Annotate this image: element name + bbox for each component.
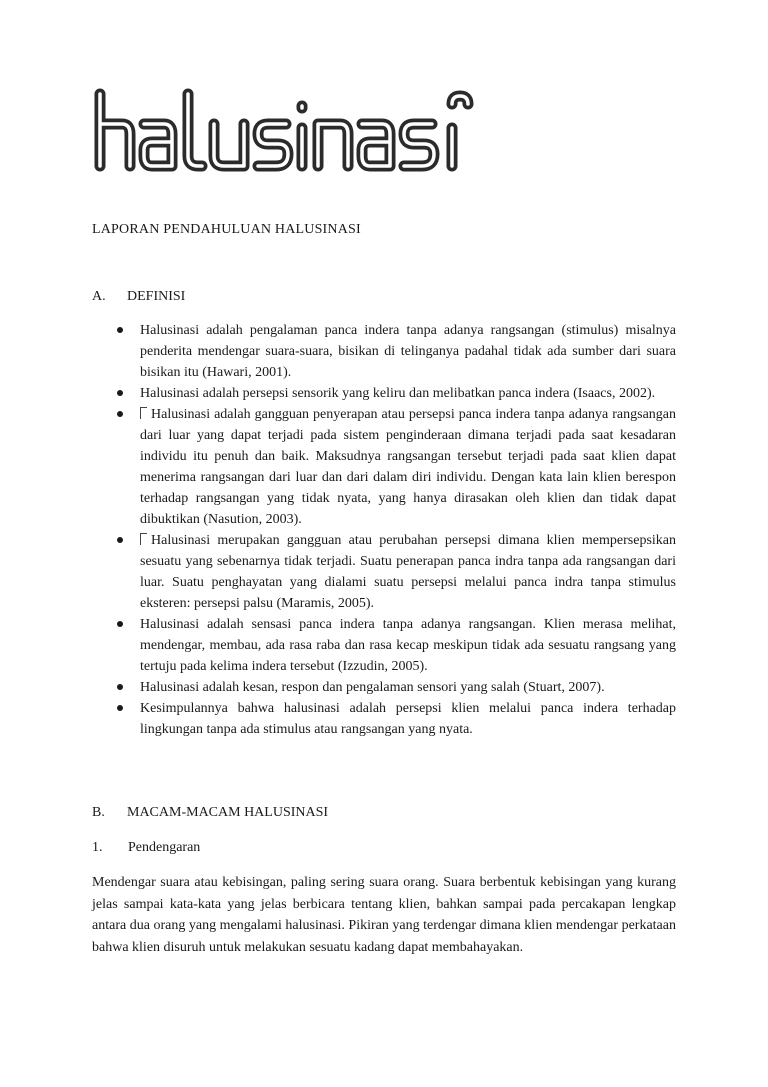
section-a-number: A. [92,289,106,304]
list-item-text: Halusinasi adalah sensasi panca indera tanpa adanya rangsangan. Klien merasa melihat, mendengar, membau, ada rasa raba dan rasa kecap meskipun tidak ada sesuatu rangsang yang tertuju pada kelima indera tersebut (Izzudin, 2005). [140,617,676,674]
list-item-text: Kesimpulannya bahwa halusinasi adalah persepsi klien melalui panca indera terhadap lingkungan tanpa ada stimulus atau rangsangan yang nyata. [140,701,676,737]
pendengaran-paragraph: Mendengar suara atau kebisingan, paling sering suara orang. Suara berbentuk kebisingan yang kurang jelas sampai kata-kata yang jelas berbicara tentang klien, bahkan sampai pada percakapan lengkap antara dua orang yang mengalami halusinasi. Pikiran yang terdengar dimana klien mendengar perkataan bahwa klien disuruh untuk melakukan sesuatu kadang dapat membahayakan. [92,875,676,955]
list-item [140,404,676,530]
missing-glyph-icon [140,533,147,545]
list-item [140,698,676,740]
list-item [140,677,676,698]
list-item [140,320,676,383]
list-item [140,614,676,677]
halusinasi-logo [92,88,484,172]
section-b-title: MACAM-MACAM HALUSINASI [127,805,329,820]
list-item-text: Halusinasi adalah persepsi sensorik yang keliru dan melibatkan panca indera (Isaacs, 2002). [140,386,656,401]
list-item-text: Halusinasi adalah gangguan penyerapan atau persepsi panca indera tanpa adanya rangsangan dari luar yang dapat terjadi pada sistem penginderaan dimana terjadi pada saat kesadaran individu itu penuh dan baik. Maksudnya rangsangan tersebut terjadi pada saat klien dapat menerima rangsangan dari luar dan dari dalam diri individu. Dengan kata lain klien berespon terhadap rangsangan yang tidak nyata, yang hanya dirasakan oleh klien dan tidak dapat dibuktikan (Nasution, 2003). [140,407,676,527]
section-a-title: DEFINISI [127,289,186,304]
list-item [140,383,676,404]
subsection-number: 1. [92,840,103,855]
section-b-heading [92,805,328,821]
list-item [140,530,676,614]
subsection-heading [92,840,200,856]
definition-list [140,320,676,740]
list-item-text: Halusinasi adalah kesan, respon dan pengalaman sensori yang salah (Stuart, 2007). [140,680,605,695]
list-item-text: Halusinasi merupakan gangguan atau perubahan persepsi dimana klien mempersepsikan sesuatu yang sebenarnya tidak terjadi. Suatu penerapan panca indra tanpa ada rangsangan dari luar. Suatu penghayatan yang dialami suatu persepsi melalui panca indra tanpa stimulus eksteren: persepsi palsu (Maramis, 2005). [140,533,676,611]
list-item-text: Halusinasi adalah pengalaman panca indera tanpa adanya rangsangan (stimulus) misalnya penderita mendengar suara-suara, bisikan di telinganya padahal tidak ada sumber dari suara bisikan itu (Hawari, 2001). [140,323,676,380]
document-title: LAPORAN PENDAHULUAN HALUSINASI [92,222,361,237]
subsection-title: Pendengaran [128,840,201,855]
section-a-heading [92,289,185,305]
missing-glyph-icon [140,407,147,419]
section-b-number: B. [92,805,105,820]
